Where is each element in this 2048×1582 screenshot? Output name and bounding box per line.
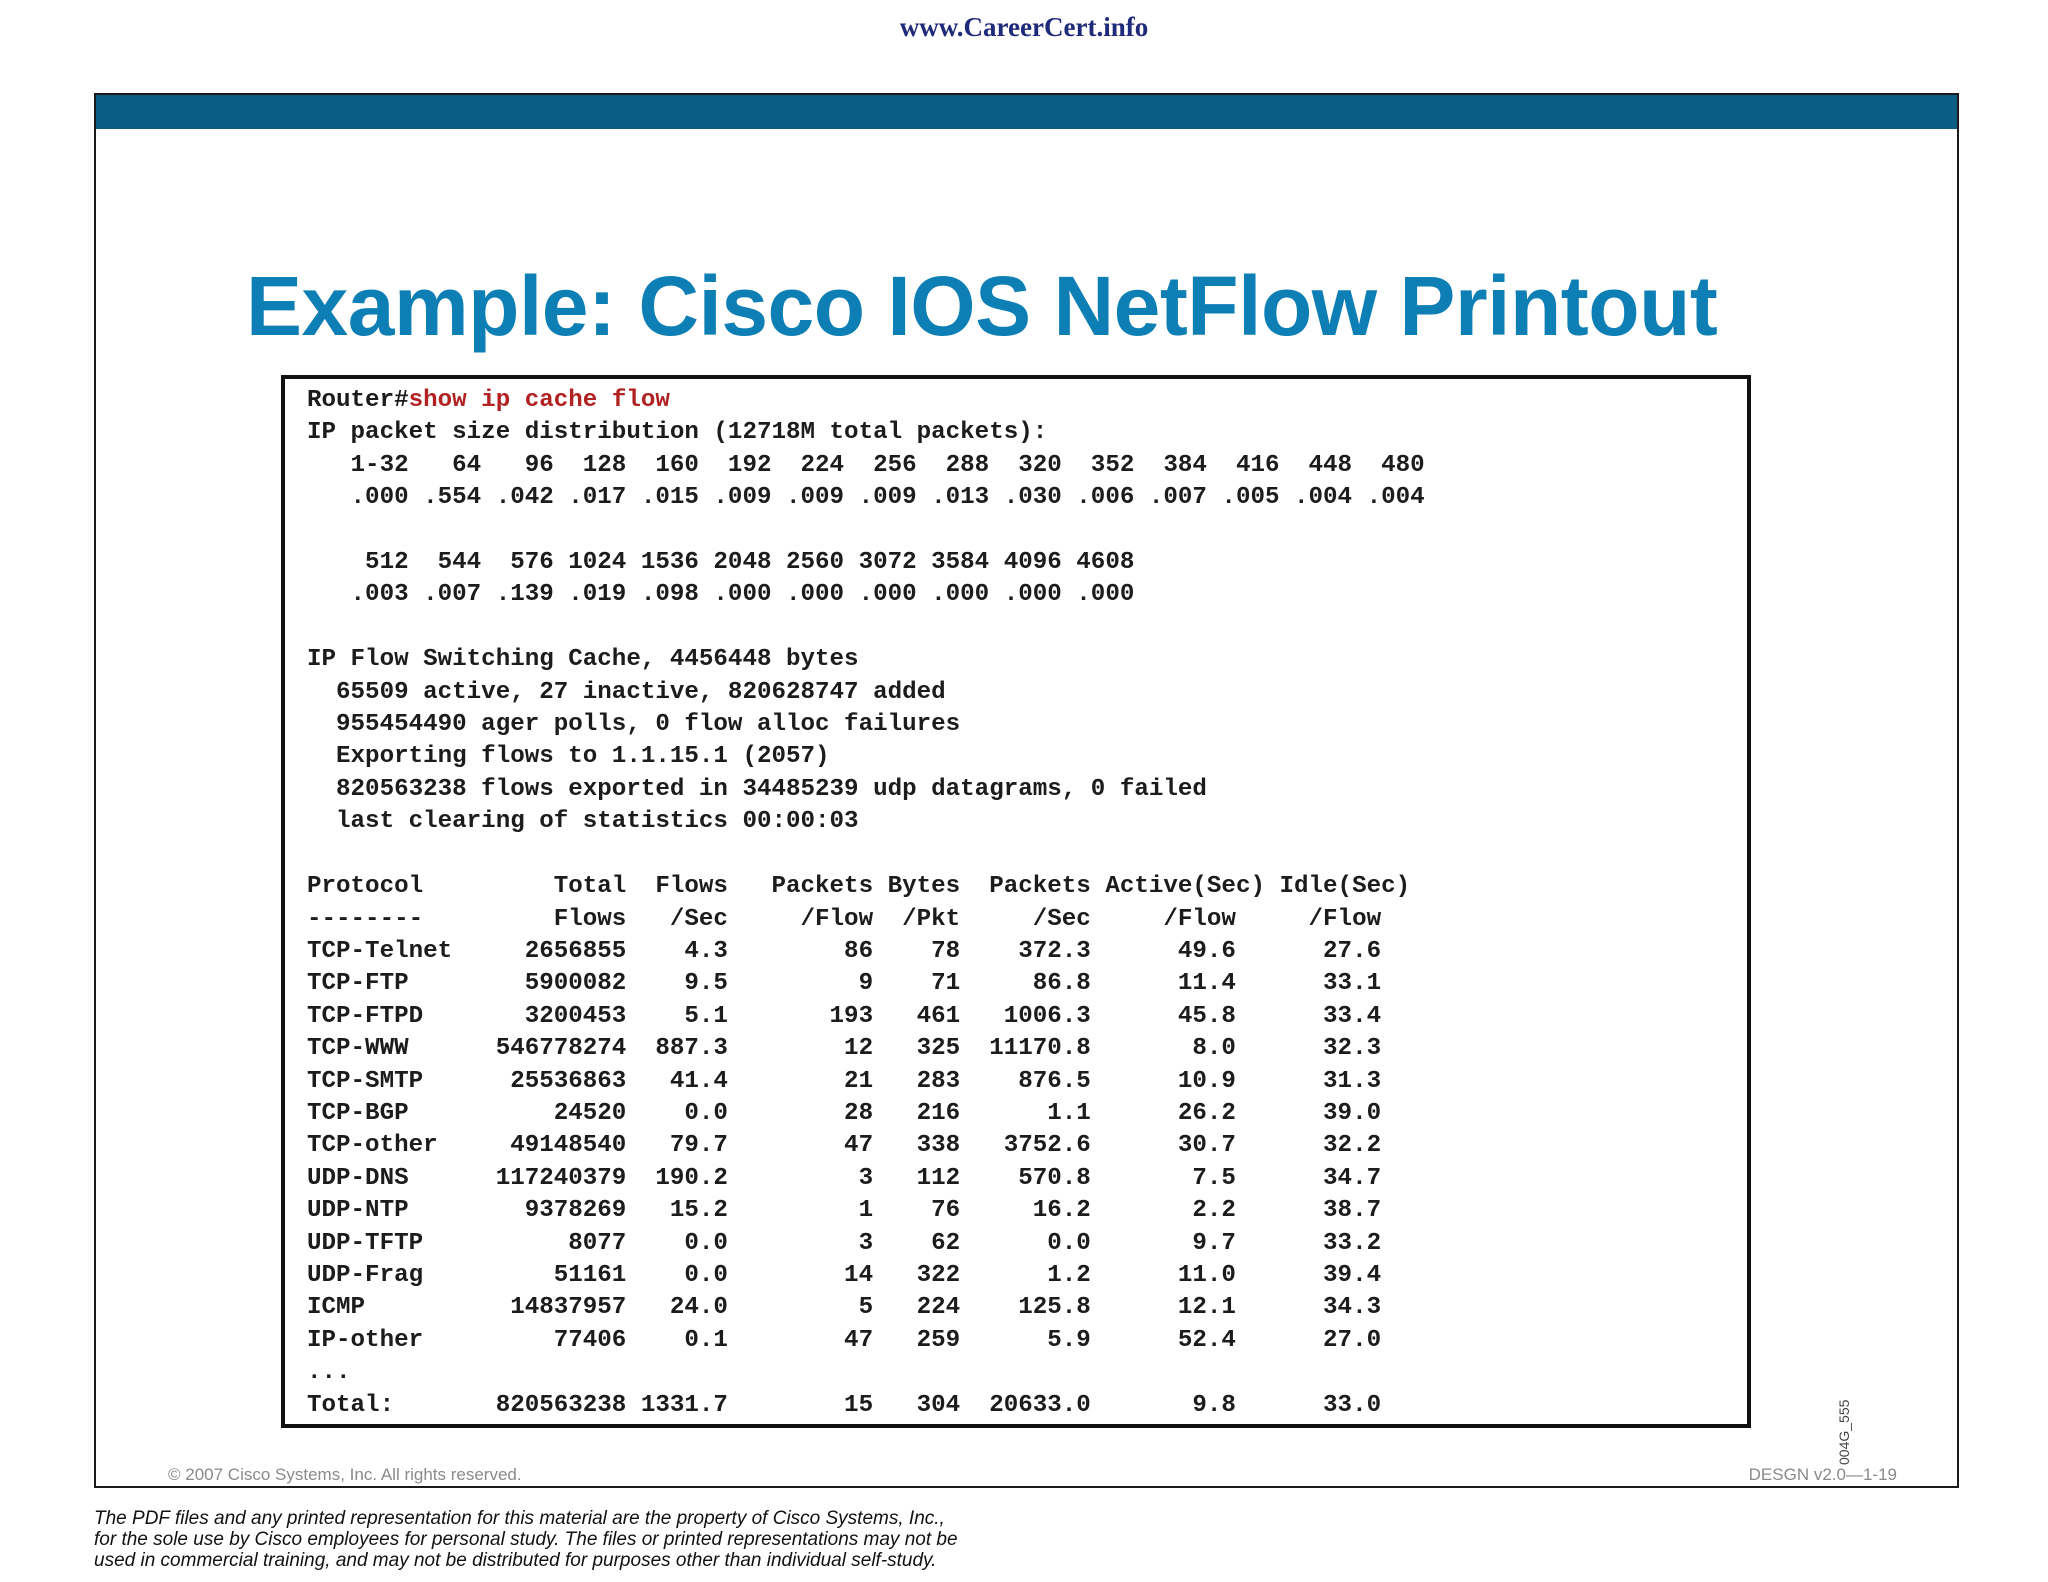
- console-output: IP packet size distribution (12718M total packets): 1-32 64 96 128 160 192 224 256 288 320 352 384 416 448 480 .000 .554 .042 .017 .015 .009 .009 .009 .013 .030 .006 .007 .005 .004 .004 512 544 576 1024 1536 2048 2560 3072 3584 4096 4608 .003 .007 .139 .019 .098 .000 .000 .000 .000 .000 .000 IP Flow Switching Cache, 4456448 bytes 65509 active, 27 inactive, 820628747 added 955454490 ager polls, 0 flow alloc failures Exporting flows to 1.1.15.1 (2057) 820563238 flows exported in 34485239 udp datagrams, 0 failed last clearing of statistics 00:00:03 Protocol Total Flows Packets Bytes Packets Active(Sec) Idle(Sec) -------- Flows /Sec /Flow /Pkt /Sec /Flow /Flow TCP-Telnet 2656855 4.3 86 78 372.3 49.6 27.6 TCP-FTP 5900082 9.5 9 71 86.8 11.4 33.1 TCP-FTPD 3200453 5.1 193 461 1006.3 45.8 33.4 TCP-WWW 546778274 887.3 12 325 11170.8 8.0 32.3 TCP-SMTP 25536863 41.4 21 283 876.5 10.9 31.3 TCP-BGP 24520 0.0 28 216 1.1 26.2 39.0 TCP-other 49148540 79.7 47 338 3752.6 30.7 32.2 UDP-DNS 117240379 190.2 3 112 570.8 7.5 34.7 UDP-NTP 9378269 15.2 1 76 16.2 2.2 38.7 UDP-TFTP 8077 0.0 3 62 0.0 9.7 33.2 UDP-Frag 51161 0.0 14 322 1.2 11.0 39.4 ICMP 14837957 24.0 5 224 125.8 12.1 34.3 IP-other 77406 0.1 47 259 5.9 52.4 27.0 ... Total: 820563238 1331.7 15 304 20633.0 9.8 33.0: [307, 419, 1425, 1419]
- console-text: [307, 385, 1425, 1422]
- slide-title: Example: Cisco IOS NetFlow Printout: [246, 259, 1718, 353]
- console-output-box: [281, 375, 1751, 1428]
- disclaimer-line: The PDF files and any printed representation for this material are the property of Cisco Systems, Inc.,: [94, 1508, 945, 1529]
- slide-course-code: DESGN v2.0—1-19: [1748, 1465, 1897, 1484]
- figure-id: 004G_555: [1836, 1399, 1852, 1465]
- console-command: show ip cache flow: [408, 387, 670, 414]
- slide: [94, 93, 1959, 1488]
- disclaimer: [94, 1508, 958, 1571]
- site-url: www.CareerCert.info: [899, 12, 1149, 42]
- slide-header-band: [96, 95, 1957, 129]
- disclaimer-line: for the sole use by Cisco employees for personal study. The files or printed representations may not be: [94, 1529, 958, 1550]
- disclaimer-line: used in commercial training, and may not be distributed for purposes other than individual self-study.: [94, 1550, 937, 1571]
- slide-copyright: © 2007 Cisco Systems, Inc. All rights reserved.: [168, 1465, 522, 1484]
- console-prompt: Router#: [307, 387, 409, 414]
